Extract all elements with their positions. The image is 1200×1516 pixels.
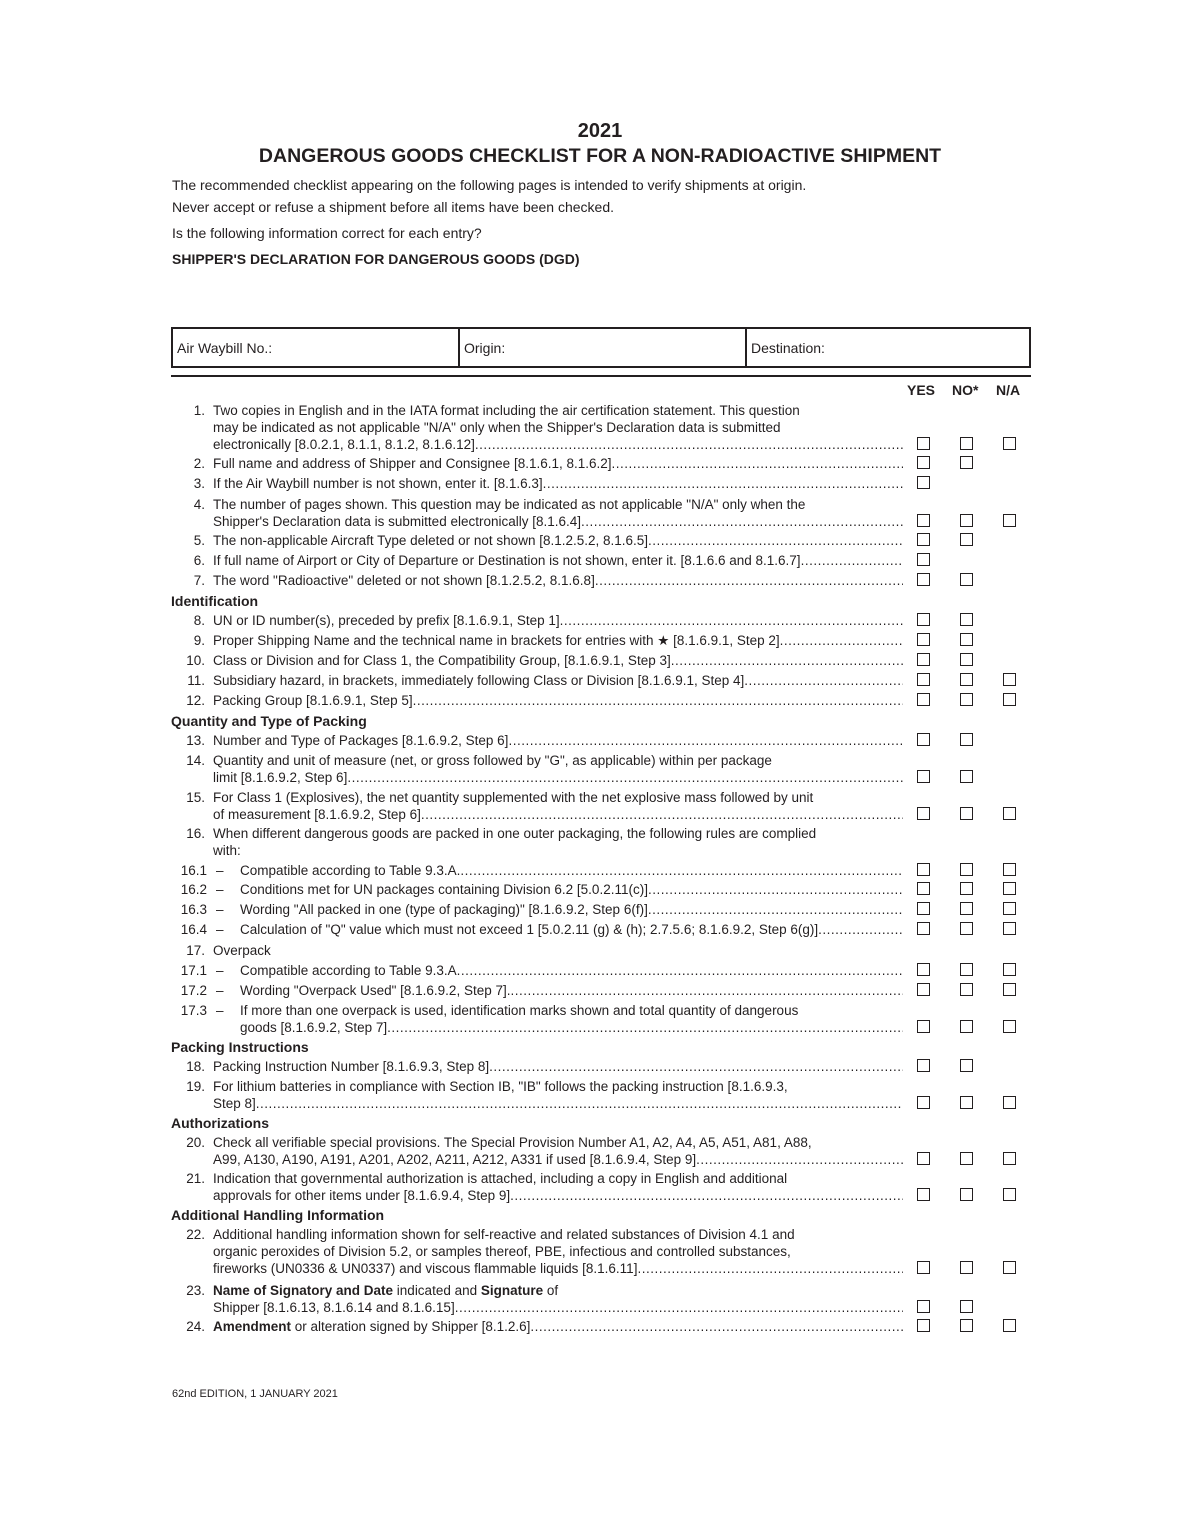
- item-text-fragment: limit [8.1.6.9.2, Step 6]: [213, 770, 348, 785]
- leader-dots: [475, 436, 903, 453]
- checkbox-no-10[interactable]: [960, 653, 973, 666]
- leader-dots: [256, 1095, 903, 1112]
- item-text-fragment: Compatible according to Table 9.3.A: [240, 963, 457, 978]
- leader-dots: [818, 921, 903, 938]
- item-text-fragment: Wording "All packed in one (type of packaging)" [8.1.6.9.2, Step 6(f)]: [240, 902, 648, 917]
- item-text-line: with:: [213, 843, 241, 858]
- item-text: [213, 552, 903, 569]
- item-text-last-line: [240, 962, 903, 979]
- item-text: [213, 1226, 903, 1277]
- item-text-fragment: A99, A130, A190, A191, A201, A202, A211, A212, A331 if used [8.1.6.9.4, Step 9]: [213, 1152, 697, 1167]
- checkbox-yes-14[interactable]: [917, 770, 930, 783]
- document-title: DANGEROUS GOODS CHECKLIST FOR A NON-RADIOACTIVE SHIPMENT: [258, 145, 942, 167]
- item-text-last-line: [240, 921, 903, 938]
- checkbox-no-20[interactable]: [960, 1152, 973, 1165]
- checkbox-na-1[interactable]: [1003, 437, 1016, 450]
- item-text-line: Additional handling information shown for self-reactive and related substances of Division 4.1 and: [213, 1227, 795, 1242]
- item-text-line: Quantity and unit of measure (net, or gross followed by "G", as applicable) within per package: [213, 753, 772, 768]
- item-dash: –: [216, 902, 224, 917]
- item-number: 3.: [193, 476, 205, 491]
- checkbox-yes-8[interactable]: [917, 613, 930, 626]
- leader-dots: [387, 1019, 903, 1036]
- item-text-last-line: [240, 901, 903, 918]
- checkbox-yes-17-3[interactable]: [917, 1020, 930, 1033]
- checkbox-no-15[interactable]: [960, 807, 973, 820]
- item-bold-text: Name of Signatory and Date: [213, 1283, 394, 1298]
- item-text-fragment: Packing Group [8.1.6.9.1, Step 5]: [213, 693, 413, 708]
- item-text: [213, 752, 903, 786]
- item-text-last-line: [213, 732, 903, 749]
- item-number: 16.: [186, 826, 205, 841]
- item-text-fragment: Proper Shipping Name and the technical name in brackets for entries with ★ [8.1.6.9.1, Step 2]: [213, 633, 780, 648]
- item-text-fragment: Conditions met for UN packages containing Division 6.2 [5.0.2.11(c)]: [240, 882, 648, 897]
- item-text-last-line: [213, 1151, 903, 1168]
- item-text-last-line: [213, 612, 903, 629]
- item-text-last-line: [213, 806, 903, 823]
- item-text-line: organic peroxides of Division 5.2, or samples thereof, PBE, infectious and controlled substances,: [213, 1244, 791, 1259]
- leader-dots: [648, 881, 903, 898]
- column-header-yes: YES: [907, 382, 936, 398]
- checkbox-yes-4[interactable]: [917, 514, 930, 527]
- intro-line-1: The recommended checklist appearing on the following pages is intended to verify shipments at origin.: [172, 177, 807, 193]
- checkbox-yes-23[interactable]: [917, 1300, 930, 1313]
- document-year: 2021: [577, 120, 623, 142]
- item-text: [213, 1318, 903, 1335]
- section-heading-packing: Packing Instructions: [171, 1039, 309, 1055]
- checkbox-yes-24[interactable]: [917, 1319, 930, 1332]
- checkbox-no-14[interactable]: [960, 770, 973, 783]
- item-number: 17.3: [180, 1003, 207, 1018]
- item-number: 21.: [186, 1171, 205, 1186]
- checkbox-yes-17-1[interactable]: [917, 963, 930, 976]
- checkbox-na-20[interactable]: [1003, 1152, 1016, 1165]
- item-number: 23.: [186, 1283, 205, 1298]
- item-number: 15.: [186, 790, 205, 805]
- item-dash: –: [216, 983, 224, 998]
- item-text-line: If more than one overpack is used, identification marks shown and total quantity of dangerous: [240, 1003, 799, 1018]
- destination-field[interactable]: [747, 329, 1029, 366]
- item-text-fragment: Wording "Overpack Used" [8.1.6.9.2, Step 7].: [240, 983, 511, 998]
- destination-label: Destination:: [751, 340, 825, 356]
- item-text: [213, 475, 903, 492]
- section-heading-authorizations: Authorizations: [171, 1115, 269, 1131]
- checkbox-yes-16-3[interactable]: [917, 902, 930, 915]
- item-text: [240, 921, 903, 938]
- item-text-fragment: Class or Division and for Class 1, the Compatibility Group, [8.1.6.9.1, Step 3]: [213, 653, 671, 668]
- item-text-fragment: Subsidiary hazard, in brackets, immediately following Class or Division [8.1.6.9.1, Step 4]: [213, 673, 745, 688]
- item-text: [213, 1282, 903, 1316]
- checkbox-yes-16-2[interactable]: [917, 882, 930, 895]
- item-text-line: Indication that governmental authorization is attached, including a copy in English and additional: [213, 1171, 788, 1186]
- checkbox-no-8[interactable]: [960, 613, 973, 626]
- checkbox-yes-9[interactable]: [917, 633, 930, 646]
- item-number: 19.: [186, 1079, 205, 1094]
- divider-line: [171, 375, 1031, 377]
- checkbox-no-18[interactable]: [960, 1059, 973, 1072]
- item-text-fragment: fireworks (UN0336 & UN0337) and viscous flammable liquids [8.1.6.11]: [213, 1261, 638, 1276]
- checkbox-yes-1[interactable]: [917, 437, 930, 450]
- column-header-na: N/A: [996, 382, 1021, 398]
- item-text-fragment: Shipper's Declaration data is submitted electronically [8.1.6.4]: [213, 514, 582, 529]
- checkbox-yes-17-2[interactable]: [917, 983, 930, 996]
- checkbox-yes-18[interactable]: [917, 1059, 930, 1072]
- item-number: 1.: [193, 403, 205, 418]
- leader-dots: [543, 475, 903, 492]
- checkbox-yes-21[interactable]: [917, 1188, 930, 1201]
- checkbox-no-22[interactable]: [960, 1261, 973, 1274]
- item-number: 16.3: [180, 902, 207, 917]
- item-text: [240, 982, 903, 999]
- leader-dots: [530, 1318, 903, 1335]
- leader-dots: [489, 1058, 903, 1075]
- item-text-last-line: [213, 1095, 903, 1112]
- item-number: 14.: [186, 753, 205, 768]
- item-text-line: The number of pages shown. This question may be indicated as not applicable "N/A" only when the: [213, 497, 806, 512]
- item-number: 2.: [193, 456, 205, 471]
- checkbox-na-4[interactable]: [1003, 514, 1016, 527]
- intro-line-2: Never accept or refuse a shipment before all items have been checked.: [172, 199, 615, 215]
- section-heading-handling: Additional Handling Information: [171, 1207, 385, 1223]
- item-text: [240, 901, 903, 918]
- section-heading-identification: Identification: [171, 593, 259, 609]
- item-dash: –: [216, 882, 224, 897]
- checkbox-na-11[interactable]: [1003, 673, 1016, 686]
- item-number: 16.2: [180, 882, 207, 897]
- item-text-last-line: [213, 455, 903, 472]
- item-text-fragment: The word "Radioactive" deleted or not shown [8.1.2.5.2, 8.1.6.8]: [213, 573, 595, 588]
- item-text-fragment: If full name of Airport or City of Departure or Destination is not shown, enter it. [8.1.6.6 and 8.1.6.7]: [213, 553, 801, 568]
- item-number: 22.: [186, 1227, 205, 1242]
- item-bold-text: Signature: [480, 1283, 544, 1298]
- item-text-fragment: indicated and: [393, 1283, 481, 1298]
- item-text: [240, 862, 903, 879]
- checkbox-no-16-1[interactable]: [960, 863, 973, 876]
- item-text-fragment: electronically [8.0.2.1, 8.1.1, 8.1.2, 8.1.6.12]: [213, 437, 475, 452]
- item-text-last-line: [213, 475, 903, 492]
- item-text-fragment: Packing Instruction Number [8.1.6.9.3, Step 8]: [213, 1059, 490, 1074]
- checkbox-na-21[interactable]: [1003, 1188, 1016, 1201]
- checkbox-no-2[interactable]: [960, 456, 973, 469]
- edition-footer: 62nd EDITION, 1 JANUARY 2021: [172, 1388, 338, 1400]
- shipment-info-box: [171, 327, 1031, 368]
- item-text-last-line: [213, 513, 903, 530]
- item-text: [213, 632, 903, 649]
- item-text-last-line: [213, 692, 903, 709]
- checkbox-na-15[interactable]: [1003, 807, 1016, 820]
- checkbox-no-7[interactable]: [960, 573, 973, 586]
- checkbox-no-24[interactable]: [960, 1319, 973, 1332]
- item-text: [213, 402, 903, 453]
- checkbox-na-24[interactable]: [1003, 1319, 1016, 1332]
- item-number: 16.4: [180, 922, 207, 937]
- item-text-line: When different dangerous goods are packed in one outer packaging, the following rules are complied: [213, 826, 817, 841]
- item-text-last-line: [213, 1318, 903, 1335]
- item-text: [213, 692, 903, 709]
- leader-dots: [612, 455, 903, 472]
- item-text-last-line: [240, 1019, 903, 1036]
- item-text: [213, 1170, 903, 1204]
- checkbox-no-19[interactable]: [960, 1096, 973, 1109]
- air-waybill-field[interactable]: [173, 329, 460, 366]
- item-number: 17.1: [180, 963, 207, 978]
- item-text-line: For lithium batteries in compliance with Section IB, "IB" follows the packing instruction [8.1.6.9.3,: [213, 1079, 788, 1094]
- item-number: 5.: [193, 533, 205, 548]
- checkbox-yes-10[interactable]: [917, 653, 930, 666]
- leader-dots: [560, 612, 903, 629]
- checkbox-no-9[interactable]: [960, 633, 973, 646]
- checkbox-yes-3[interactable]: [917, 476, 930, 489]
- item-text-line: Overpack: [213, 943, 271, 958]
- checkbox-yes-19[interactable]: [917, 1096, 930, 1109]
- item-number: 10.: [186, 653, 205, 668]
- leader-dots: [457, 962, 903, 979]
- item-text-last-line: [213, 1260, 903, 1277]
- item-text: [213, 825, 903, 859]
- item-text-last-line: [213, 572, 903, 589]
- leader-dots: [637, 1260, 903, 1277]
- item-number: 6.: [193, 553, 205, 568]
- item-text-line: Check all verifiable special provisions. The Special Provision Number A1, A2, A4, A5, A51, A81, A88,: [213, 1135, 812, 1150]
- leader-dots: [460, 862, 903, 879]
- checkbox-yes-16-4[interactable]: [917, 922, 930, 935]
- leader-dots: [696, 1151, 903, 1168]
- section-heading-quantity: Quantity and Type of Packing: [171, 713, 367, 729]
- item-text-last-line: [213, 672, 903, 689]
- item-number: 13.: [186, 733, 205, 748]
- checkbox-yes-6[interactable]: [917, 553, 930, 566]
- checkbox-na-22[interactable]: [1003, 1261, 1016, 1274]
- checkbox-yes-20[interactable]: [917, 1152, 930, 1165]
- item-text: [213, 572, 903, 589]
- item-text-last-line: [240, 881, 903, 898]
- checkbox-na-19[interactable]: [1003, 1096, 1016, 1109]
- leader-dots: [510, 1187, 903, 1204]
- item-text: [240, 881, 903, 898]
- leader-dots: [413, 692, 903, 709]
- item-text-fragment: Compatible according to Table 9.3.A.: [240, 863, 461, 878]
- item-text: [213, 789, 903, 823]
- checkbox-na-17-2[interactable]: [1003, 983, 1016, 996]
- item-text: [240, 1002, 903, 1036]
- leader-dots: [510, 982, 903, 999]
- checkbox-na-16-3[interactable]: [1003, 902, 1016, 915]
- item-dash: –: [216, 1003, 224, 1018]
- leader-dots: [508, 732, 903, 749]
- item-number: 9.: [193, 633, 205, 648]
- checkbox-no-13[interactable]: [960, 733, 973, 746]
- checkbox-yes-15[interactable]: [917, 807, 930, 820]
- checkbox-yes-22[interactable]: [917, 1261, 930, 1274]
- item-number: 11.: [187, 673, 205, 688]
- leader-dots: [780, 632, 903, 649]
- leader-dots: [455, 1299, 903, 1316]
- item-text-last-line: [240, 982, 903, 999]
- checkbox-yes-5[interactable]: [917, 533, 930, 546]
- checkbox-yes-12[interactable]: [917, 693, 930, 706]
- item-text: [213, 942, 903, 959]
- item-text-fragment: of: [543, 1283, 559, 1298]
- item-text-fragment: Calculation of "Q" value which must not exceed 1 [5.0.2.11 (g) & (h); 2.7.5.6; 8.1.6.9.2, Step 6(g)]: [240, 922, 819, 937]
- item-text: [213, 532, 903, 549]
- checkbox-no-12[interactable]: [960, 693, 973, 706]
- checkbox-na-17-1[interactable]: [1003, 963, 1016, 976]
- checkbox-na-16-4[interactable]: [1003, 922, 1016, 935]
- item-dash: –: [216, 922, 224, 937]
- item-number: 17.: [186, 943, 205, 958]
- item-text-last-line: [240, 862, 903, 879]
- item-text: [213, 612, 903, 629]
- leader-dots: [347, 769, 903, 786]
- item-dash: –: [216, 963, 224, 978]
- item-text-last-line: [213, 1299, 903, 1316]
- item-text-fragment: If the Air Waybill number is not shown, enter it. [8.1.6.3]: [213, 476, 543, 491]
- item-text-last-line: [213, 436, 903, 453]
- item-text: [213, 455, 903, 472]
- item-number: 16.1: [180, 863, 207, 878]
- item-number: 8.: [193, 613, 205, 628]
- checkbox-no-4[interactable]: [960, 514, 973, 527]
- item-number: 12.: [186, 693, 205, 708]
- checkbox-no-17-2[interactable]: [960, 983, 973, 996]
- item-text-line: Two copies in English and in the IATA format including the air certification statement. This question: [213, 403, 800, 418]
- section-subtitle: SHIPPER'S DECLARATION FOR DANGEROUS GOODS (DGD): [172, 251, 580, 267]
- intro-question: Is the following information correct for each entry?: [172, 225, 482, 241]
- item-text-line: For Class 1 (Explosives), the net quantity supplemented with the net explosive mass followed by unit: [213, 790, 814, 805]
- leader-dots: [744, 672, 903, 689]
- item-bold-text: Amendment: [213, 1319, 292, 1334]
- checkbox-no-17-1[interactable]: [960, 963, 973, 976]
- item-dash: –: [216, 863, 224, 878]
- checkbox-yes-2[interactable]: [917, 456, 930, 469]
- column-header-no: NO*: [952, 382, 979, 398]
- item-text: [213, 1058, 903, 1075]
- item-text-last-line: [213, 632, 903, 649]
- checkbox-no-21[interactable]: [960, 1188, 973, 1201]
- item-text: [213, 652, 903, 669]
- item-text: [213, 672, 903, 689]
- origin-label: Origin:: [464, 340, 506, 356]
- leader-dots: [801, 552, 903, 569]
- item-text-line: [213, 1282, 903, 1299]
- checkbox-no-16-3[interactable]: [960, 902, 973, 915]
- item-text-line: may be indicated as not applicable "N/A" only when the Shipper's Declaration data is submitted: [213, 420, 781, 435]
- origin-field[interactable]: [460, 329, 747, 366]
- item-text-fragment: Shipper [8.1.6.13, 8.1.6.14 and 8.1.6.15]: [213, 1300, 455, 1315]
- item-text-fragment: Step 8]: [213, 1096, 256, 1111]
- checkbox-yes-11[interactable]: [917, 673, 930, 686]
- item-text-fragment: or alteration signed by Shipper [8.1.2.6]: [291, 1319, 531, 1334]
- item-text-fragment: Full name and address of Shipper and Consignee [8.1.6.1, 8.1.6.2]: [213, 456, 612, 471]
- item-text: [213, 1134, 903, 1168]
- air-waybill-label: Air Waybill No.:: [177, 340, 273, 356]
- leader-dots: [595, 572, 903, 589]
- item-text: [213, 732, 903, 749]
- checkbox-no-23[interactable]: [960, 1300, 973, 1313]
- item-number: 24.: [186, 1319, 205, 1334]
- checkbox-no-16-4[interactable]: [960, 922, 973, 935]
- item-number: 4.: [193, 497, 205, 512]
- checkbox-no-16-2[interactable]: [960, 882, 973, 895]
- checkbox-na-12[interactable]: [1003, 693, 1016, 706]
- item-text-fragment: UN or ID number(s), preceded by prefix [8.1.6.9.1, Step 1]: [213, 613, 560, 628]
- leader-dots: [648, 901, 903, 918]
- item-text: [240, 962, 903, 979]
- item-text: [213, 496, 903, 530]
- item-text-last-line: [213, 532, 903, 549]
- item-text: [213, 1078, 903, 1112]
- checkbox-no-1[interactable]: [960, 437, 973, 450]
- item-text-last-line: [213, 1058, 903, 1075]
- leader-dots: [421, 806, 903, 823]
- item-number: 7.: [193, 573, 205, 588]
- item-number: 17.2: [180, 983, 207, 998]
- item-text-fragment: [213, 1318, 530, 1335]
- item-text-fragment: approvals for other items under [8.1.6.9.4, Step 9]: [213, 1188, 511, 1203]
- item-text-fragment: goods [8.1.6.9.2, Step 7]: [240, 1020, 388, 1035]
- item-text-last-line: [213, 1187, 903, 1204]
- item-text-fragment: Number and Type of Packages [8.1.6.9.2, Step 6]: [213, 733, 509, 748]
- checkbox-no-5[interactable]: [960, 533, 973, 546]
- checkbox-no-17-3[interactable]: [960, 1020, 973, 1033]
- checkbox-na-16-1[interactable]: [1003, 863, 1016, 876]
- item-text-last-line: [213, 652, 903, 669]
- checkbox-yes-13[interactable]: [917, 733, 930, 746]
- leader-dots: [671, 652, 903, 669]
- item-text-last-line: [213, 552, 903, 569]
- leader-dots: [648, 532, 903, 549]
- item-text-fragment: The non-applicable Aircraft Type deleted or not shown [8.1.2.5.2, 8.1.6.5]: [213, 533, 649, 548]
- checkbox-na-16-2[interactable]: [1003, 882, 1016, 895]
- item-number: 20.: [186, 1135, 205, 1150]
- checkbox-yes-16-1[interactable]: [917, 863, 930, 876]
- item-number: 18.: [186, 1059, 205, 1074]
- checkbox-na-17-3[interactable]: [1003, 1020, 1016, 1033]
- checkbox-yes-7[interactable]: [917, 573, 930, 586]
- checkbox-no-11[interactable]: [960, 673, 973, 686]
- item-text-fragment: of measurement [8.1.6.9.2, Step 6]: [213, 807, 421, 822]
- leader-dots: [581, 513, 903, 530]
- item-text-last-line: [213, 769, 903, 786]
